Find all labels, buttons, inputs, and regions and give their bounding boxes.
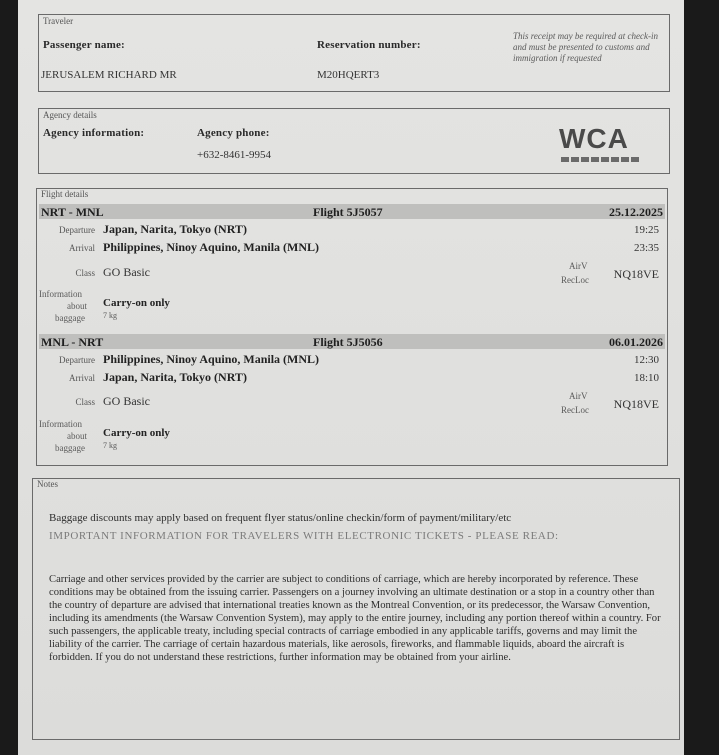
receipt-note: This receipt may be required at check-in and must be presented to customs and immigration if requested xyxy=(513,31,658,63)
notes-section-label: Notes xyxy=(37,479,58,489)
flight-2-baggage: Carry-on only xyxy=(103,427,170,439)
flight-2-departure: Philippines, Ninoy Aquino, Manila (MNL) xyxy=(103,352,320,366)
flight-2-baggage-weight: 7 kg xyxy=(103,441,117,450)
flight-2-number: Flight 5J5056 xyxy=(313,335,383,349)
flight-1-number: Flight 5J5057 xyxy=(313,205,383,219)
wca-logo-bars xyxy=(561,157,639,162)
notes-section xyxy=(32,478,680,740)
flight-1-recloc: NQ18VE xyxy=(613,267,659,281)
flight-2-recloc-label: RecLoc xyxy=(561,405,589,415)
flight-2-baggage-label-1: Information xyxy=(39,419,82,429)
flight-2-route: MNL - NRT xyxy=(41,335,104,349)
flight-1-date: 25.12.2025 xyxy=(609,205,663,219)
flight-2-arrival-label: Arrival xyxy=(69,373,95,383)
agency-information-label: Agency information: xyxy=(43,127,145,139)
flight-2-airv-label: AirV xyxy=(569,391,588,401)
reservation-number-label: Reservation number: xyxy=(317,39,421,51)
flight-1-airv-label: AirV xyxy=(569,261,588,271)
flight-2-departure-time: 12:30 xyxy=(633,354,659,366)
flight-1-class: GO Basic xyxy=(103,265,150,279)
flight-1-baggage-label-2: about xyxy=(67,301,87,311)
flight-1-arrival: Philippines, Ninoy Aquino, Manila (MNL) xyxy=(103,240,320,254)
flight-1-baggage-weight: 7 kg xyxy=(103,311,117,320)
flight-2-departure-label: Departure xyxy=(59,355,95,365)
flight-2-baggage-label-2: about xyxy=(67,431,87,441)
reservation-number-value: M20HQERT3 xyxy=(317,69,380,81)
notes-important-heading: IMPORTANT INFORMATION FOR TRAVELERS WITH ELECTRONIC TICKETS - PLEASE READ: xyxy=(49,530,559,542)
traveler-section xyxy=(38,14,670,92)
flight-2-arrival: Japan, Narita, Tokyo (NRT) xyxy=(103,370,247,384)
flight-1-departure-label: Departure xyxy=(59,225,95,235)
flight-1-departure-time: 19:25 xyxy=(633,224,659,236)
flight-1-recloc-label: RecLoc xyxy=(561,275,589,285)
flight-2-class-label: Class xyxy=(75,397,95,407)
flight-1-arrival-label: Arrival xyxy=(69,243,95,253)
flight-details-section xyxy=(36,188,668,466)
notes-baggage-discount: Baggage discounts may apply based on frequent flyer status/online checkin/form of payment/military/etc xyxy=(49,512,512,524)
passenger-name-value: JERUSALEM RICHARD MR xyxy=(41,69,177,81)
flight-2-date: 06.01.2026 xyxy=(609,335,663,349)
wca-logo: WCA xyxy=(559,123,629,154)
agency-phone-label: Agency phone: xyxy=(197,127,270,139)
flight-2-header xyxy=(39,334,665,349)
flight-2-recloc: NQ18VE xyxy=(613,397,659,411)
flight-1-arrival-time: 23:35 xyxy=(633,242,659,254)
flight-2-baggage-label-3: baggage xyxy=(55,443,85,453)
flight-1-route: NRT - MNL xyxy=(41,205,104,219)
flight-1-header xyxy=(39,204,665,219)
flight-1-class-label: Class xyxy=(75,268,95,278)
notes-conditions-of-carriage: Carriage and other services provided by the carrier are subject to conditions of carriage, which are hereby incorporated by reference. These conditions may be obtained from the issuing carrier. Passengers on a journey involving an ultimate destination or a stop in a country other than the country of departure are advised that international treaties known as the Montreal Convention, or its predecessor, the Warsaw Convention, including its amendments (the Warsaw Convention System), may apply to the entire journey, including any portion thereof within a country. For such passengers, the applicable treaty, including special contracts of carriage embodied in any applicable tariffs, governs and may limit the liability of the carrier. The carriage of certain hazardous materials, like aerosols, fireworks, and flammable liquids, aboard the aircraft is forbidden. If you do not understand these restrictions, further information may be obtained from your airline. xyxy=(49,574,661,663)
flight-details-label: Flight details xyxy=(41,189,89,199)
passenger-name-label: Passenger name: xyxy=(43,39,125,51)
flight-2-arrival-time: 18:10 xyxy=(633,372,659,384)
receipt-page xyxy=(18,0,684,755)
flight-2-class: GO Basic xyxy=(103,394,150,408)
agency-phone-value: +632-8461-9954 xyxy=(197,149,272,161)
agency-section xyxy=(38,108,670,174)
traveler-section-label: Traveler xyxy=(43,16,74,26)
flight-1-departure: Japan, Narita, Tokyo (NRT) xyxy=(103,222,247,236)
flight-1-baggage-label-3: baggage xyxy=(55,313,85,323)
agency-section-label: Agency details xyxy=(43,110,97,120)
flight-1-baggage: Carry-on only xyxy=(103,297,170,309)
flight-1-baggage-label-1: Information xyxy=(39,289,82,299)
